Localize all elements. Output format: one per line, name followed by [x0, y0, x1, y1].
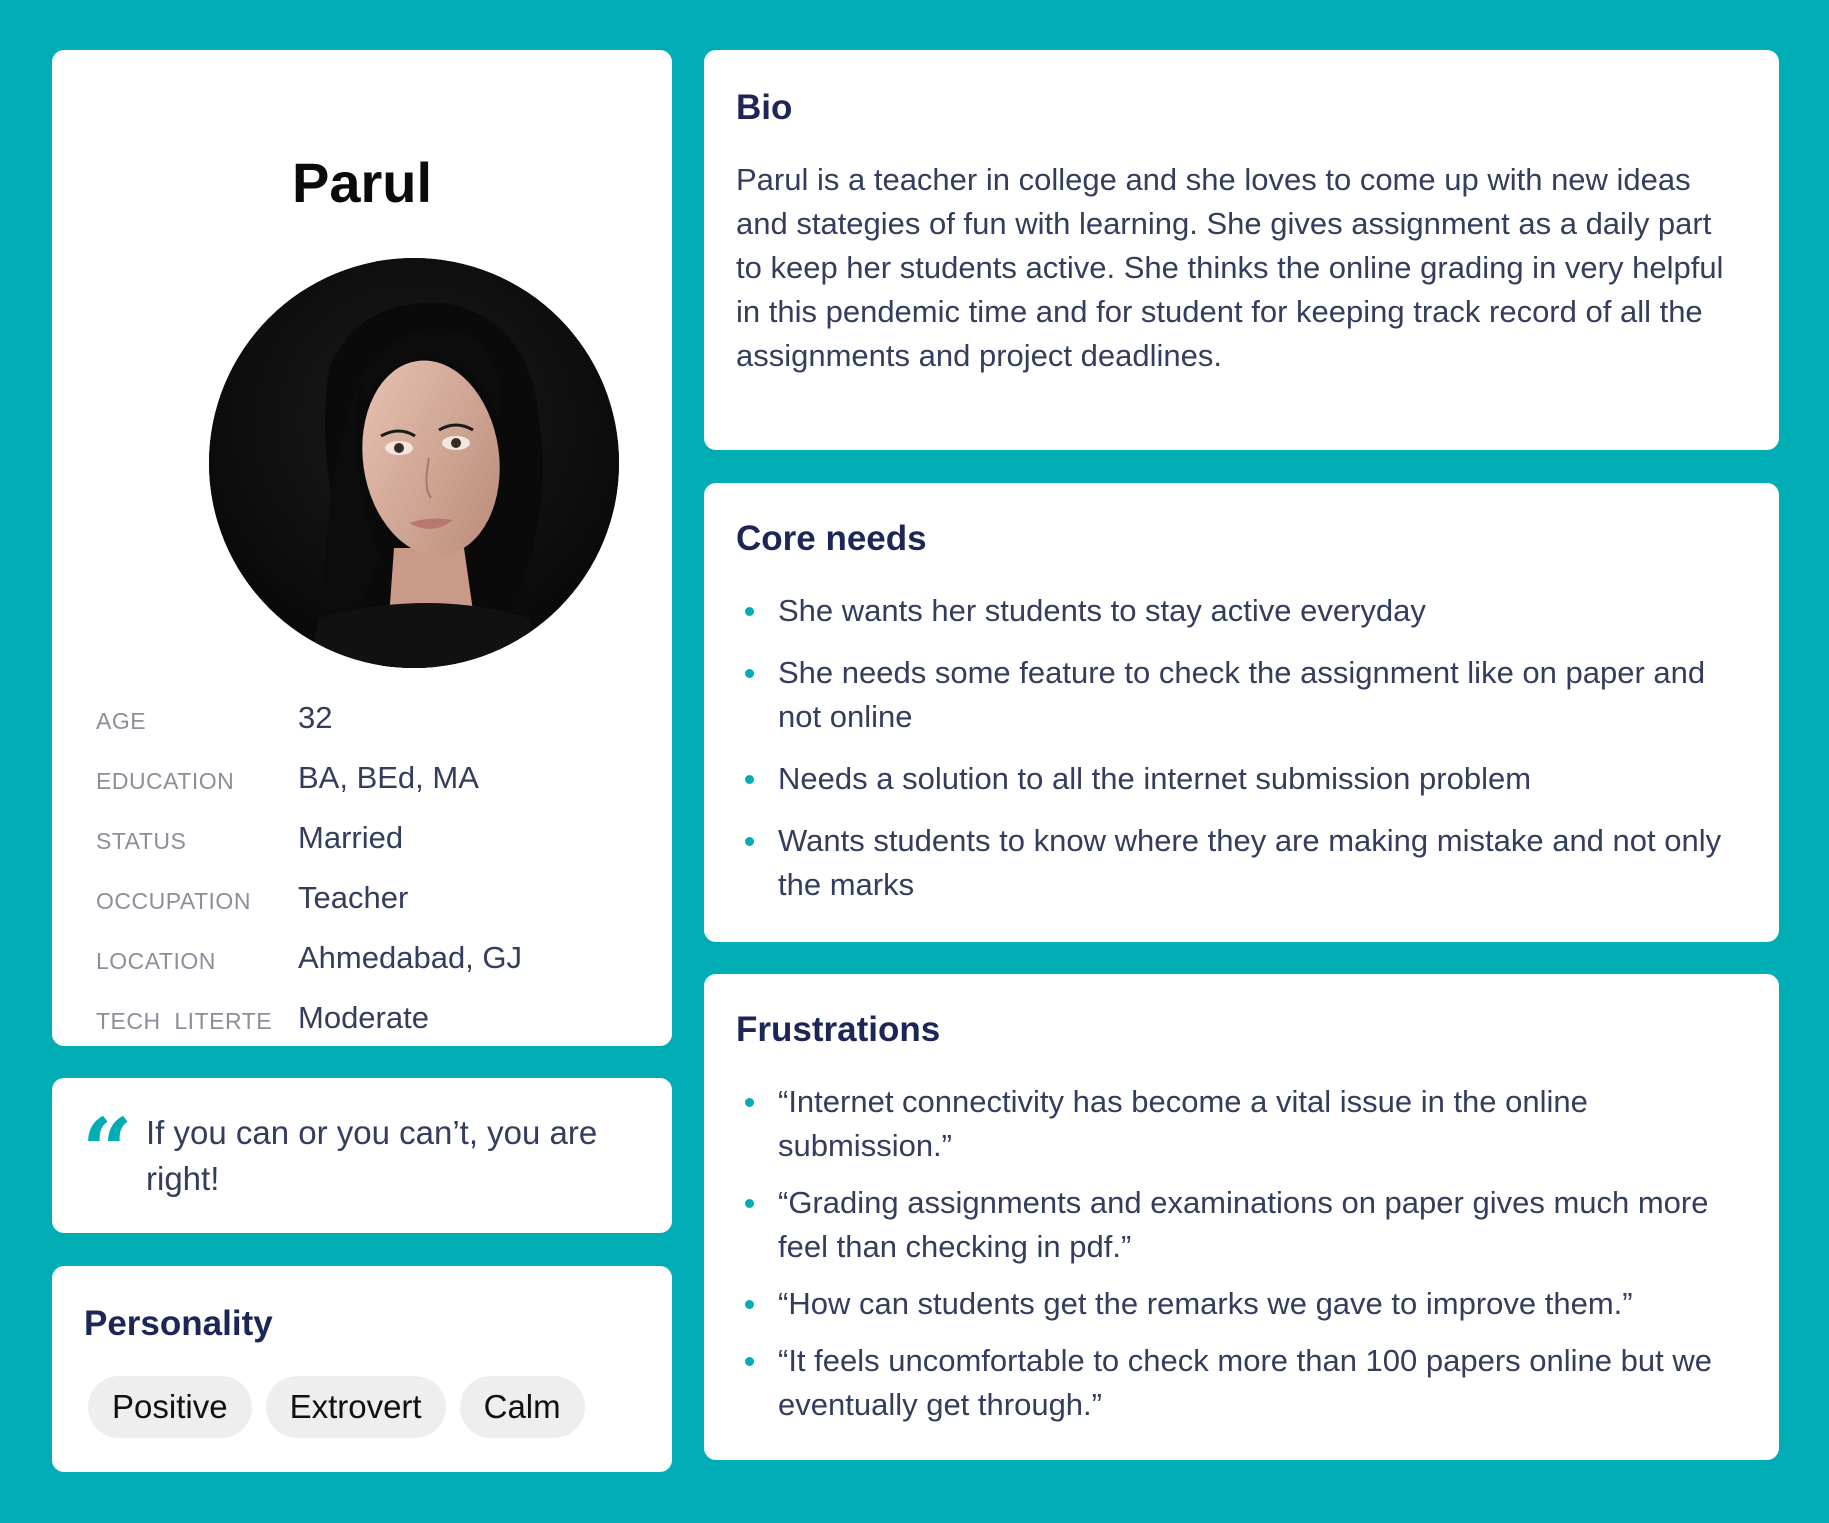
detail-label: STATUS [96, 828, 187, 854]
core-needs-heading: Core needs [736, 519, 927, 558]
list-item [736, 1339, 1746, 1427]
detail-label: EDUCATION [96, 768, 235, 794]
personality-heading: Personality [84, 1304, 273, 1343]
list-item-text: “Grading assignments and examinations on paper gives much more feel than checking in pdf.” [778, 1185, 1709, 1264]
detail-label: AGE [96, 708, 147, 734]
detail-value: 32 [298, 700, 333, 735]
personality-card [52, 1266, 672, 1472]
list-item [736, 589, 1746, 633]
quote-text: If you can or you can’t, you are right! [146, 1114, 598, 1197]
bullet-dot-icon [745, 607, 754, 616]
detail-value: Moderate [298, 1000, 429, 1035]
list-item [736, 1282, 1746, 1326]
detail-value: Ahmedabad, GJ [298, 940, 523, 975]
list-item [736, 757, 1746, 801]
frustrations-card [704, 974, 1779, 1460]
detail-value: BA, BEd, MA [298, 760, 479, 795]
avatar [209, 258, 619, 668]
profile-card [52, 50, 672, 1046]
personality-tag: Extrovert [266, 1376, 446, 1438]
bullet-dot-icon [745, 669, 754, 678]
frustrations-heading: Frustrations [736, 1010, 941, 1049]
core-needs-card [704, 483, 1779, 942]
personality-tags [88, 1376, 585, 1438]
bullet-dot-icon [745, 1199, 754, 1208]
frustrations-list [736, 1080, 1746, 1440]
list-item-text: Needs a solution to all the internet submission problem [778, 761, 1532, 796]
list-item-text: “How can students get the remarks we gave to improve them.” [778, 1286, 1633, 1321]
list-item [736, 1181, 1746, 1269]
list-item-text: Wants students to know where they are making mistake and not only the marks [778, 823, 1722, 902]
bullet-dot-icon [745, 775, 754, 784]
personality-tag: Positive [88, 1376, 252, 1438]
portrait-photo [209, 258, 619, 668]
list-item [736, 1080, 1746, 1168]
detail-value: Married [298, 820, 404, 855]
list-item [736, 819, 1746, 907]
bio-heading: Bio [736, 88, 793, 127]
detail-label: OCCUPATION [96, 888, 251, 914]
persona-name: Parul [291, 151, 433, 214]
bullet-dot-icon [745, 1300, 754, 1309]
bio-text: Parul is a teacher in college and she loves to come up with new ideas and stategies of fun with learning. She gives assignment as a daily part to keep her students active. She thinks the online grading in very helpful in this pendemic time and for student for keeping track record of all the assignments and project deadlines. [736, 162, 1724, 373]
list-item [736, 651, 1746, 739]
core-needs-list [736, 589, 1746, 925]
list-item-text: She wants her students to stay active everyday [778, 593, 1426, 628]
personality-tag: Calm [460, 1376, 585, 1438]
detail-label: TECH LITERTE [96, 1008, 273, 1034]
bio-card [704, 50, 1779, 450]
detail-label: LOCATION [96, 948, 216, 974]
quote-icon: “ [82, 1098, 133, 1202]
bullet-dot-icon [745, 1098, 754, 1107]
quote-card [52, 1078, 672, 1233]
list-item-text: “Internet connectivity has become a vital issue in the online submission.” [778, 1084, 1588, 1163]
detail-value: Teacher [298, 880, 409, 915]
list-item-text: She needs some feature to check the assignment like on paper and not online [778, 655, 1706, 734]
list-item-text: “It feels uncomfortable to check more than 100 papers online but we eventually get through.” [778, 1343, 1712, 1422]
bullet-dot-icon [745, 837, 754, 846]
bullet-dot-icon [745, 1357, 754, 1366]
